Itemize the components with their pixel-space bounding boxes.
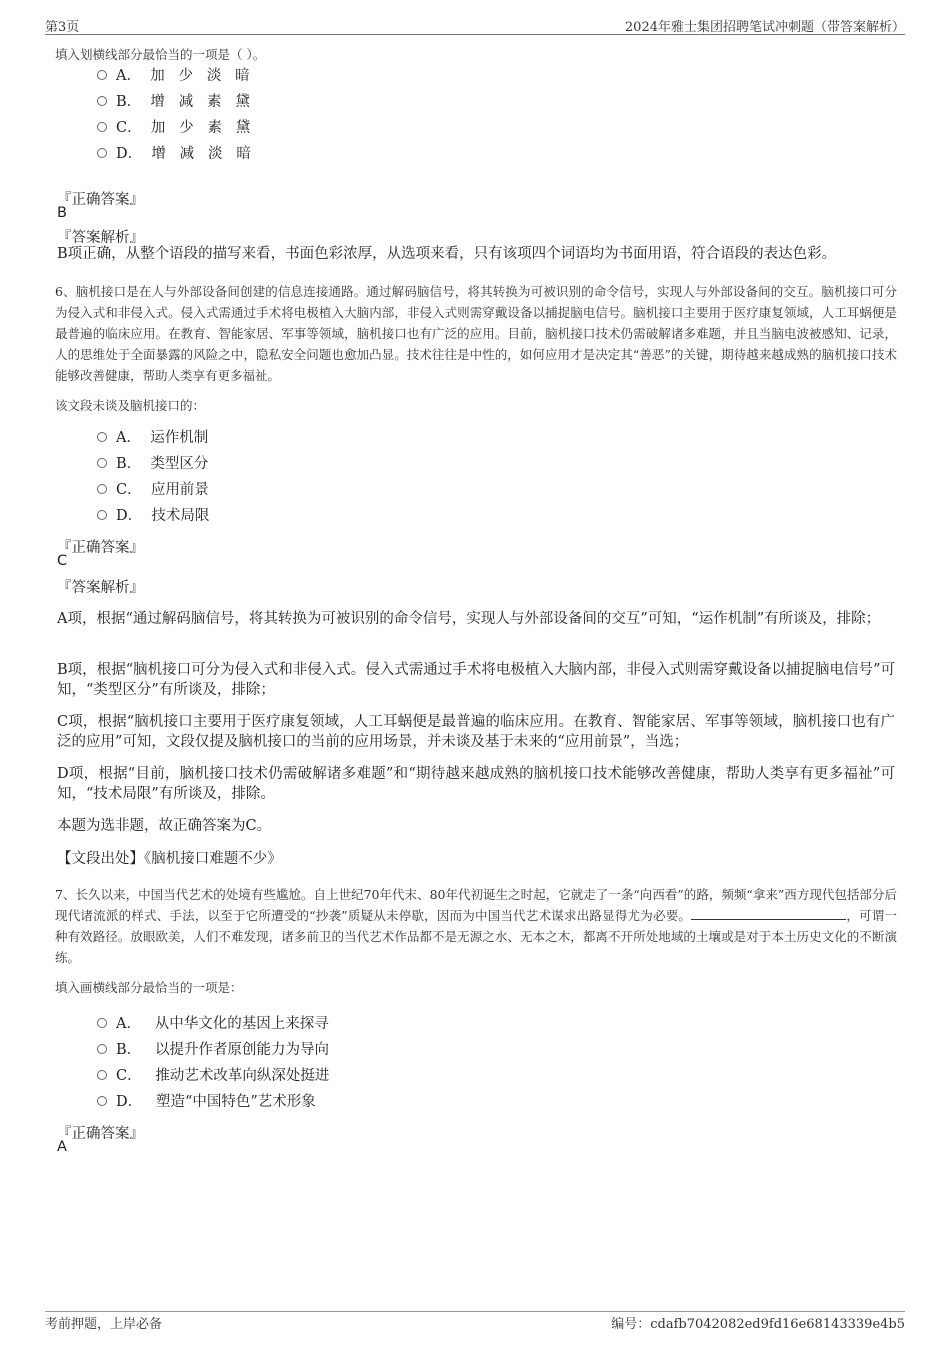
radio-icon[interactable]	[97, 1096, 107, 1106]
q7-passage-part2: ，可谓一种有效路径。放眼欧美，人们不难发现，诸多前卫的当代艺术作品都不是无源之水、无本之木，都离不开所处地域的土壤或是对于本土历史文化的不断演练。	[55, 908, 897, 965]
q5-option-c[interactable]	[97, 117, 250, 139]
q7-passage-part1: 7、长久以来，中国当代艺术的处境有些尴尬。自上世纪70年代末、80年代初诞生之时起，它就走了一条“向西看”的路，频频“拿来”西方现代包括部分后现代诸流派的样式、手法，以至于它所遭受的“抄袭”质疑从未停歇，因而为中国当代艺术谋求出路显得尤为必要。	[55, 887, 897, 923]
document-id: 编号：cdafb7042082ed9fd16e68143339e4b5	[611, 1317, 905, 1332]
q7-option-b[interactable]	[97, 1039, 329, 1061]
q6-analysis-a: A项，根据“通过解码脑信号，将其转换为可被识别的命令信号，实现人与外部设备间的交互”可知，“运作机制”有所谈及，排除；	[57, 611, 881, 627]
option-label: D． 塑造“中国特色”艺术形象	[116, 1094, 316, 1110]
option-label: A． 运作机制	[116, 430, 209, 446]
q6-option-c[interactable]	[97, 479, 209, 501]
option-label: C． 加 少 素 黛	[116, 120, 251, 136]
radio-icon[interactable]	[97, 1018, 107, 1028]
q7-option-a[interactable]	[97, 1013, 329, 1035]
q7-answer-heading: 『正确答案』	[57, 1126, 144, 1142]
radio-icon[interactable]	[97, 1044, 107, 1054]
q6-analysis-b: B项，根据“脑机接口可分为侵入式和非侵入式。侵入式需通过手术将电极植入大脑内部，非侵入式则需穿戴设备以捕捉脑电信号”可知，“类型区分”有所谈及，排除；	[57, 662, 895, 698]
option-label: A． 加 少 淡 暗	[116, 68, 250, 84]
q6-source: 【文段出处】《脑机接口难题不少》	[57, 851, 282, 867]
q5-analysis: B项正确，从整个语段的描写来看，书面色彩浓厚，从选项来看，只有该项四个词语均为书面用语，符合语段的表达色彩。	[57, 246, 837, 262]
q5-option-b[interactable]	[97, 91, 250, 113]
q5-answer-heading: 『正确答案』	[57, 192, 144, 208]
q7-option-d[interactable]	[97, 1091, 316, 1113]
radio-icon[interactable]	[97, 1070, 107, 1080]
footer-slogan: 考前押题，上岸必备	[45, 1317, 163, 1332]
q6-prompt: 该文段未谈及脑机接口的：	[55, 398, 206, 413]
option-label: B． 类型区分	[116, 456, 209, 472]
q6-option-b[interactable]	[97, 453, 208, 475]
q5-analysis-heading: 『答案解析』	[57, 230, 144, 246]
q7-passage	[55, 884, 897, 968]
radio-icon[interactable]	[97, 148, 107, 158]
option-label: C． 应用前景	[116, 482, 209, 498]
q6-analysis-c: C项，根据“脑机接口主要用于医疗康复领域，人工耳蜗便是最普遍的临床应用。在教育、智能家居、军事等领域，脑机接口也有广泛的应用”可知，文段仅提及脑机接口的当前的应用场景，并未谈及基于未来的“应用前景”，当选；	[57, 714, 895, 750]
header-divider	[45, 34, 905, 35]
radio-icon[interactable]	[97, 96, 107, 106]
radio-icon[interactable]	[97, 432, 107, 442]
page-number: 第3页	[45, 20, 80, 35]
option-label: B． 以提升作者原创能力为导向	[116, 1042, 329, 1058]
q5-option-d[interactable]	[97, 143, 251, 165]
q6-option-a[interactable]	[97, 427, 208, 449]
option-label: D． 增 减 淡 暗	[116, 146, 251, 162]
fill-blank	[691, 906, 846, 920]
q6-option-d[interactable]	[97, 505, 209, 527]
option-label: A． 从中华文化的基因上来探寻	[116, 1016, 329, 1032]
q5-option-a[interactable]	[97, 65, 250, 87]
q6-conclusion: 本题为选非题，故正确答案为C。	[57, 818, 272, 834]
radio-icon[interactable]	[97, 484, 107, 494]
q6-answer-heading: 『正确答案』	[57, 540, 144, 556]
option-label: C． 推动艺术改革向纵深处挺进	[116, 1068, 330, 1084]
q5-prompt: 填入划横线部分最恰当的一项是（ ）。	[55, 47, 266, 62]
q6-analysis-d: D项，根据“目前，脑机接口技术仍需破解诸多难题”和“期待越来越成熟的脑机接口技术能够改善健康，帮助人类享有更多福祉”可知，“技术局限”有所谈及，排除。	[57, 766, 895, 802]
radio-icon[interactable]	[97, 122, 107, 132]
q7-option-c[interactable]	[97, 1065, 329, 1087]
document-title: 2024年雅士集团招聘笔试冲刺题（带答案解析）	[624, 20, 905, 35]
q7-prompt: 填入画横线部分最恰当的一项是：	[55, 980, 243, 995]
q6-passage: 6、脑机接口是在人与外部设备间创建的信息连接通路。通过解码脑信号，将其转换为可被识别的命令信号，实现人与外部设备间的交互。脑机接口可分为侵入式和非侵入式。侵入式需通过手术将电极植入大脑内部，非侵入式则需穿戴设备以捕捉脑电信号。脑机接口主要用于医疗康复领域，人工耳蜗便是最普遍的临床应用。在教育、智能家居、军事等领域，脑机接口也有广泛的应用。目前，脑机接口技术仍需破解诸多难题，并且当脑电波被感知、记录，人的思维处于全面暴露的风险之中，隐私安全问题也愈加凸显。技术往往是中性的，如何应用才是决定其“善恶”的关键，期待越来越成熟的脑机接口技术能够改善健康，帮助人类享有更多福祉。	[55, 284, 897, 383]
radio-icon[interactable]	[97, 458, 107, 468]
radio-icon[interactable]	[97, 70, 107, 80]
footer-divider	[45, 1311, 905, 1312]
option-label: D． 技术局限	[116, 508, 210, 524]
radio-icon[interactable]	[97, 510, 107, 520]
option-label: B． 增 减 素 黛	[116, 94, 250, 110]
q6-analysis-heading: 『答案解析』	[57, 580, 144, 596]
q7-answer: A	[57, 1139, 67, 1155]
q5-answer: B	[57, 205, 67, 221]
q6-answer: C	[57, 553, 68, 569]
